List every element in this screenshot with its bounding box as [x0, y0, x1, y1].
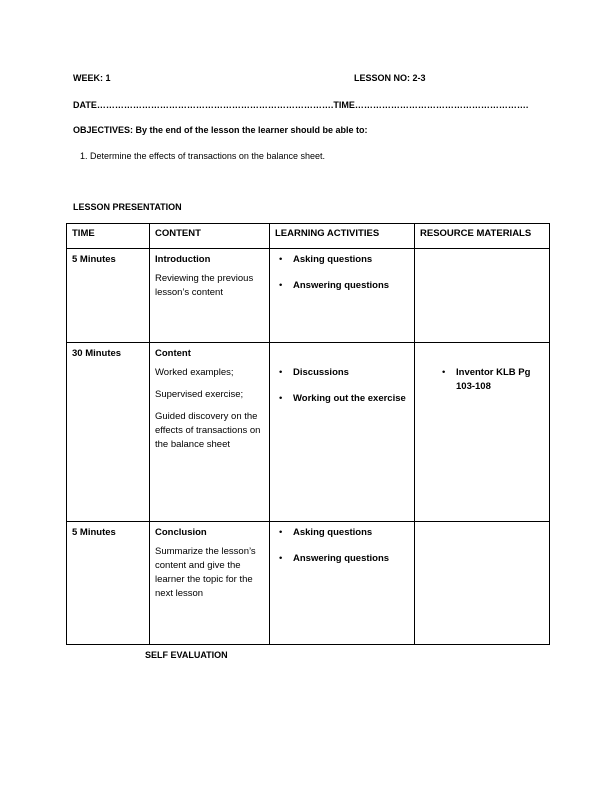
section-title: LESSON PRESENTATION [73, 202, 182, 212]
content-cell [150, 249, 270, 343]
resources-cell [415, 343, 550, 522]
table-row [67, 522, 550, 645]
resource-item: • Inventor KLB Pg 103-108 [420, 366, 544, 394]
lesson-number: LESSON NO: 2-3 [354, 73, 426, 83]
content-paragraph: Worked examples; [155, 367, 234, 378]
resources-cell [415, 249, 550, 343]
activity-item: • Answering questions [275, 279, 409, 293]
activities-cell [270, 249, 415, 343]
content-title: Conclusion [155, 527, 207, 538]
activity-item: • Answering questions [275, 552, 409, 566]
content-cell [150, 522, 270, 645]
activities-cell [270, 522, 415, 645]
time-cell: 30 Minutes [67, 343, 150, 522]
objective-item-1: 1. Determine the effects of transactions on the balance sheet. [80, 151, 325, 161]
content-cell [150, 343, 270, 522]
time-cell: 5 Minutes [67, 249, 150, 343]
lesson-table [66, 223, 550, 645]
self-evaluation-label: SELF EVALUATION [145, 650, 228, 660]
date-time-line: DATE…………………………………………………………………….TIME…………………………………………………. [73, 100, 529, 110]
resources-cell [415, 522, 550, 645]
table-header-row [67, 224, 550, 249]
activity-item: • Discussions [275, 366, 409, 380]
content-title: Introduction [155, 254, 211, 265]
activity-item: • Asking questions [275, 526, 409, 540]
content-paragraph: Summarize the lesson’s content and give the learner the topic for the next lesson [155, 546, 256, 599]
week-label: WEEK: 1 [73, 73, 111, 83]
content-paragraph: Guided discovery on the effects of transactions on the balance sheet [155, 411, 261, 450]
content-paragraph: Reviewing the previous lesson’s content [155, 273, 254, 298]
table-row [67, 249, 550, 343]
content-paragraph: Supervised exercise; [155, 389, 244, 400]
table-row [67, 343, 550, 522]
activity-item: • Asking questions [275, 253, 409, 267]
content-title: Content [155, 348, 191, 359]
header-time: TIME [67, 224, 150, 249]
header-resource-materials: RESOURCE MATERIALS [415, 224, 550, 249]
activity-item: • Working out the exercise [275, 392, 409, 406]
objectives-heading: OBJECTIVES: By the end of the lesson the learner should be able to: [73, 125, 368, 135]
time-cell: 5 Minutes [67, 522, 150, 645]
activities-cell [270, 343, 415, 522]
header-learning-activities: LEARNING ACTIVITIES [270, 224, 415, 249]
header-content: CONTENT [150, 224, 270, 249]
